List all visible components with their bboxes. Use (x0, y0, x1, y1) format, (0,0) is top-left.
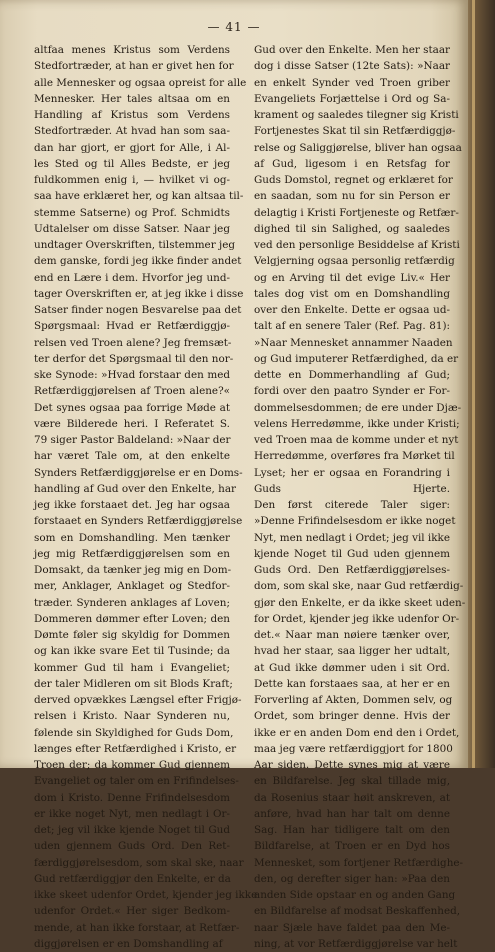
text-line: tales dog vist om en Domshandling (254, 287, 450, 300)
text-line: relse og Saliggjørelse, bliver han ogsaa (254, 141, 462, 154)
text-line: en saadan, som nu for sin Person er (254, 190, 450, 203)
text-line: les Sted og til Alles Bedste, er jeg (34, 157, 230, 170)
text-line: Lyset; her er ogsaa en Forandring i (254, 466, 450, 479)
text-line: længes efter Retfærdighed i Kristo, er (34, 742, 237, 755)
text-line: træder. Synderen anklages af Loven; (34, 596, 230, 609)
text-line: er ikke noget Nyt, men nedlagt i Or- (34, 807, 230, 820)
text-line: Stedfortræder, at han er givet hen for (34, 60, 234, 73)
text-line: og en Arving til det evige Liv.« Her (254, 271, 450, 284)
text-line: udenfor Ordet.« Her siger Bedkom- (34, 905, 230, 918)
text-line: Dømte føler sig skyldig for Dommen (34, 629, 230, 641)
text-line: Guds Hjerte. (254, 482, 450, 495)
left-column (34, 42, 258, 952)
text-line: anføre, hvad han har talt om denne (254, 807, 450, 820)
text-line: Mennesker. Her tales altsaa om en (34, 92, 230, 105)
text-line: og Gud imputerer Retfærdighed, da er (254, 352, 459, 365)
text-line: Dette kan forstaaes saa, at her er en (254, 677, 450, 690)
text-line: hvad her staar, saa ligger her udtalt, (254, 645, 450, 658)
text-line: Det synes ogsaa paa forrige Møde at (34, 401, 230, 414)
text-line: dog i disse Satser (12te Sats): »Naar (254, 60, 450, 73)
text-line: den, og derefter siger han: »Paa den (254, 872, 450, 885)
text-line: undtager Overskriften, tilstemmer jeg (34, 239, 235, 251)
text-line: Guds Ord. Den Retfærdiggjørelses- (254, 564, 450, 576)
text-line: »Denne Frifindelsesdom er ikke noget (254, 515, 456, 528)
text-line: delagtig i Kristi Fortjeneste og Retfær- (254, 206, 459, 219)
text-line: handling af Gud over den Enkelte, har (34, 482, 236, 495)
text-line: Evangeliets Forjættelse i Ord og Sa- (254, 92, 450, 105)
text-line: stemme Satserne) og Prof. Schmidts (34, 206, 230, 219)
text-line: Stedfortræder. At hvad han som saa- (34, 125, 230, 138)
text-line: Gud retfærdiggjør den Enkelte, er da (34, 872, 231, 885)
text-line: ved den personlige Besiddelse af Kristi (254, 239, 460, 251)
page-number: — 41 — (207, 20, 261, 34)
text-line: uden gjennem Guds Ord. Den Ret- (34, 840, 230, 853)
text-line: Dommeren dømmer efter Loven; den (34, 612, 230, 625)
text-line: krament og saaledes tilegner sig Kristi (254, 109, 459, 121)
text-line: har været Tale om, at den enkelte (34, 450, 230, 463)
text-line: anden Side opstaar en og anden Gang (254, 889, 456, 901)
text-line: fordi over den paatro Synder er For- (254, 385, 450, 398)
text-line: saa have erklæret her, og kan altsaa til- (34, 190, 244, 203)
text-line: som en Domshandling. Men tænker (34, 531, 230, 544)
text-line: dom i Kristo. Denne Frifindelsesdom (34, 791, 230, 804)
text-line: Aar siden. Dette synes mig at være (254, 759, 450, 771)
text-line: Handling af Kristus som Verdens (34, 109, 230, 121)
text-line: relsen i Kristo. Naar Synderen nu, (34, 710, 230, 723)
text-line: ikke er en anden Dom end den i Ordet, (254, 726, 460, 739)
text-line: Gud over den Enkelte. Men her staar (254, 44, 451, 56)
text-line: Fortjenestes Skat til sin Retfærdiggjø- (254, 125, 456, 138)
text-line: kjende Noget til Gud uden gjennem (254, 547, 450, 560)
text-line: en Bildfarelse. Jeg skal tillade mig, (254, 775, 450, 788)
text-line: jeg mig Retfærdiggjørelsen som en (34, 547, 230, 560)
text-line: maa jeg være retfærdiggjort for 1800 (254, 742, 453, 755)
text-line: dette en Dommerhandling af Gud; (254, 369, 450, 381)
right-column (254, 42, 466, 952)
text-line: 79 siger Pastor Baldeland: »Naar der (34, 434, 231, 446)
text-line: Evangeliet og taler om en Frifindelses- (34, 775, 239, 788)
text-line: gjør den Enkelte, er da ikke skeet uden- (254, 596, 466, 609)
text-line: Retfærdiggjørelsen af Troen alene?« (34, 385, 230, 398)
text-line: relsen ved Troen alene? Jeg fremsæt- (34, 336, 232, 349)
text-line: alle Mennesker og ogsaa opreist for alle (34, 76, 247, 89)
text-line: Den først citerede Taler siger: (254, 499, 450, 511)
text-line: Nyt, men nedlagt i Ordet; jeg vil ikke (254, 531, 450, 544)
text-line: Satser finder nogen Besvarelse paa det (34, 304, 242, 316)
text-line: at Gud ikke dømmer uden i sit Ord. (254, 661, 450, 674)
text-line: følende sin Skyldighed for Guds Dom, (34, 726, 234, 739)
text-line: kommer Gud til ham i Evangeliet; (34, 661, 230, 674)
text-line: derved opvækkes Længsel efter Frigjø- (34, 694, 242, 706)
text-line: Velgjerning ogsaa personlig retfærdig (254, 255, 455, 268)
text-line: end en Lære i dem. Hvorfor jeg und- (34, 271, 230, 284)
text-line: da Rosenius staar høit anskreven, at (254, 791, 450, 804)
text-line: dan har gjort, er gjort for Alle, i Al- (34, 141, 230, 154)
text-line: Spørgsmaal: Hvad er Retfærdiggjø- (34, 320, 230, 333)
text-line: der taler Midleren om sit Blods Kraft; (34, 677, 233, 690)
text-line: velens Herredømme, ikke under Kristi; (254, 417, 460, 430)
text-line: dem ganske, fordi jeg ikke finder andet (34, 255, 242, 268)
text-line: for Ordet, kjender jeg ikke udenfor Or- (254, 612, 460, 625)
text-line: mende, at han ikke forstaar, at Retfær- (34, 921, 240, 934)
text-line: Synders Retfærdiggjørelse er en Doms- (34, 466, 243, 479)
text-line: altfaa menes Kristus som Verdens (34, 44, 230, 56)
text-line: dighed til sin Salighed, og saaledes (254, 222, 450, 235)
text-line: Herredømme, overføres fra Mørket til (254, 450, 455, 463)
text-line: Forverling af Akten, Dommen selv, og (254, 694, 453, 706)
book-spine (472, 0, 475, 768)
text-line: Udtalelser om disse Satser. Naar jeg (34, 222, 230, 235)
text-line: Guds Domstol, regnet og erklæret for (254, 174, 453, 186)
text-line: ved Troen maa de komme under et nyt (254, 434, 459, 446)
text-line: »Naar Mennesket annammer Naaden (254, 336, 453, 349)
text-line: dom, som skal ske, naar Gud retfærdig- (254, 580, 464, 593)
text-line: ning, at vor Retfærdiggjørelse var helt (254, 937, 458, 950)
text-line: være Bilderede heri. I Referatet S. (34, 417, 230, 430)
text-line: en enkelt Synder ved Troen griber (254, 76, 450, 89)
text-line: naar Sjæle have faldet paa den Me- (254, 921, 450, 934)
text-line: dommelsesdommen; de ere under Djæ- (254, 401, 462, 414)
text-line: diggjørelsen er en Domshandling af (34, 937, 223, 950)
text-line: ikke skeet udenfor Ordet, kjender jeg ikke (34, 889, 258, 901)
text-line: det; jeg vil ikke kjende Noget til Gud (34, 824, 230, 836)
text-line: tager Overskriften er, at jeg ikke i disse (34, 287, 244, 300)
text-line: og kan ikke svare Eet til Tusinde; da (34, 645, 230, 658)
text-line: ske Synode: »Hvad forstaar den med (34, 369, 230, 381)
text-line: det.« Naar man nøiere tænker over, (254, 629, 450, 641)
text-line: over den Enkelte. Dette er ogsaa ud- (254, 304, 450, 316)
text-line: Bildfarelse, at Troen er en Dyd hos (254, 840, 450, 853)
text-line: ter derfor det Spørgsmaal til den nor- (34, 352, 234, 365)
text-line: Troen der; da kommer Gud gjennem (34, 759, 230, 771)
text-line: forstaaet en Synders Retfærdiggjørelse (34, 515, 243, 528)
text-line: Ordet, som bringer denne. Hvis der (254, 710, 450, 723)
text-line: talt af en senere Taler (Ref. Pag. 81): (254, 320, 450, 333)
text-line: en Bildfarelse af modsat Beskaffenhed, (254, 905, 461, 918)
text-line: af Gud, ligesom i en Retsfag for (254, 157, 450, 170)
text-line: Sag. Han har tidligere talt om den (254, 824, 450, 836)
text-line: Mennesket, som fortjener Retfærdighe- (254, 856, 464, 869)
text-line: mer, Anklager, Anklaget og Stedfor- (34, 580, 230, 593)
text-line: jeg ikke forstaaet det. Jeg har ogsaa (34, 499, 230, 511)
text-line: fuldkommen enig i, — hvilket vi og- (34, 174, 230, 186)
text-line: færdiggjørelsesdom, som skal ske, naar (34, 856, 244, 869)
text-line: Domsakt, da tænker jeg mig en Dom- (34, 564, 232, 576)
